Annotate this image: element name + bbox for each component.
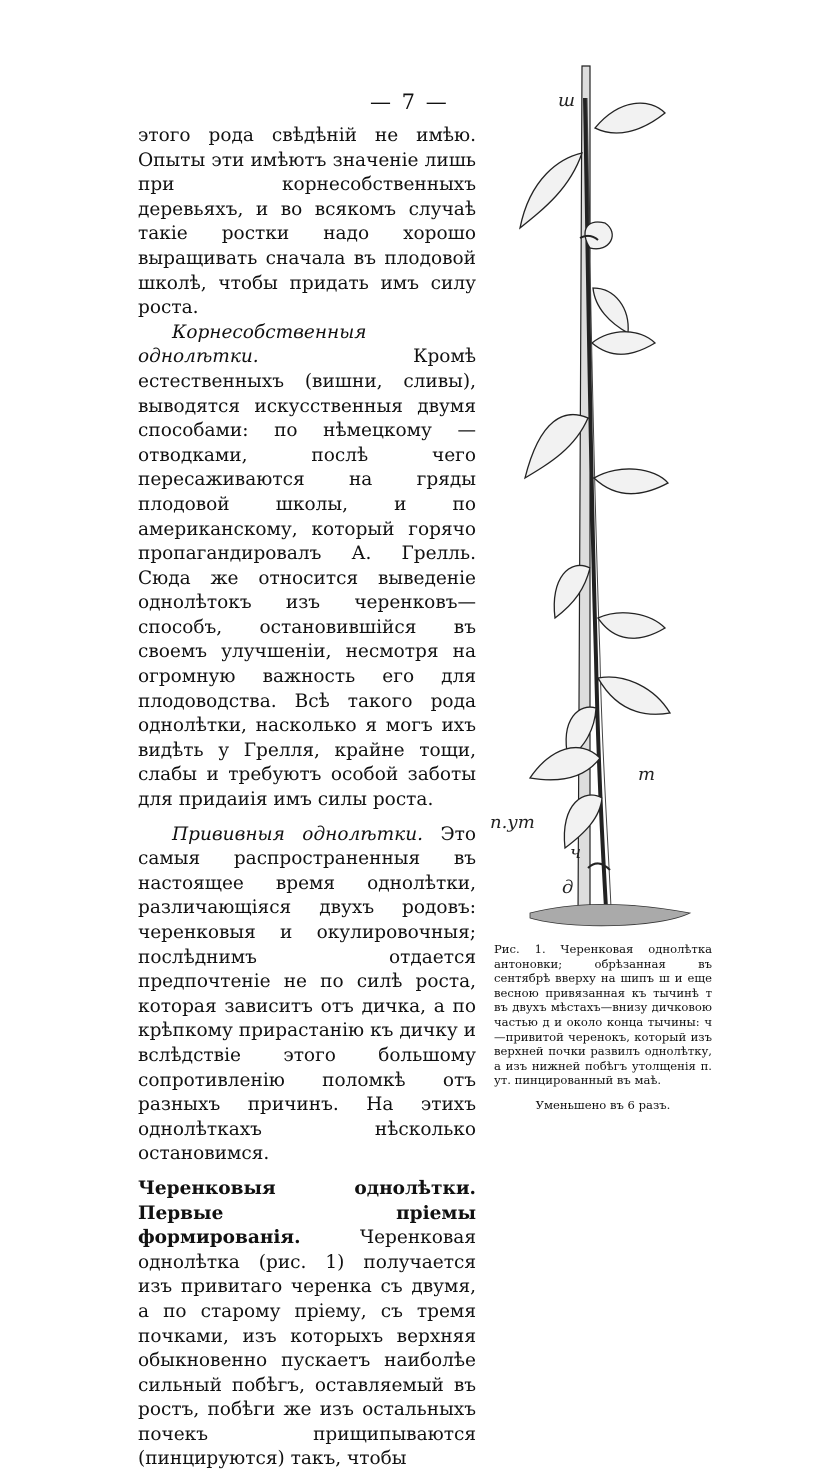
figure-cutting-illustration — [490, 58, 720, 938]
figure-caption: Рис. 1. Черенковая однолѣтка антоновки; обрѣзанная въ сентябрѣ вверху на шипъ ш и еще весною привязанная къ тычинѣ т въ двухъ мѣстахъ—внизу дичковою частью д и около конца тычины: ч—привитой черенокъ, который изъ верхней почки развилъ однолѣтку, а изъ нижней побѣгъ утолщенія п. ут. пинцированный въ маѣ. — [494, 942, 712, 1088]
heading-own-root: Корнесобственныя однолѣтки. — [138, 321, 367, 368]
page-number: — 7 — — [370, 90, 449, 114]
paragraph-4 — [138, 1177, 476, 1472]
paragraph-2-text: Кромѣ естественныхъ (вишни, сливы), выводятся искусственныя двумя способами: по нѣмецкому — отводками, послѣ чего пересаживаются на гряды плодовой школы, и по американскому, который горячо пропагандировалъ А. Грелль. Сюда же относится выведеніе однолѣтокъ изъ черенковъ—способъ, остановившійся въ своемъ улучшеніи, несмотря на огромную важность его для плодоводства. Всѣ такого рода однолѣтки, насколько я могъ ихъ видѣть у Грелля, крайне тощи, слабы и требуютъ особой заботы для придаиія имъ силы роста. — [138, 346, 476, 811]
label-lower2: д — [562, 877, 574, 898]
label-lower1: ч — [570, 842, 582, 863]
label-left: п.ут — [490, 812, 535, 833]
heading-grafted: Прививныя однолѣтки. — [172, 823, 423, 845]
label-middle: т — [638, 764, 656, 785]
paragraph-3-text: Это самыя распространенныя въ настоящее время однолѣтки, различающіяся двухъ родовъ: черенковыя и окулировочныя; послѣднимъ отдается предпочтеніе не по силѣ роста, которая зависитъ отъ дичка, а по крѣпкому прирастанію къ дичку и вслѣдствіе этого большому сопротивленію поломкѣ отъ разныхъ причинъ. На этихъ однолѣткахъ нѣсколько остановимся. — [138, 823, 476, 1165]
heading-cutting: Черенковыя однолѣтки. Первые пріемы формированія. — [138, 1177, 476, 1249]
paragraph-2 — [138, 321, 476, 813]
paragraph-1: этого рода свѣдѣній не имѣю. Опыты эти имѣютъ значеніе лишь при корнесобственныхъ деревьяхъ, и во всякомъ случаѣ такіе ростки надо хорошо выращивать сначала въ плодовой школѣ, чтобы придать имъ силу роста. — [138, 125, 476, 319]
body-text — [138, 124, 476, 1472]
paragraph-3 — [138, 823, 476, 1167]
figure-caption-scale: Уменьшено въ 6 разъ. — [535, 1098, 671, 1112]
ground — [530, 904, 690, 925]
label-top: ш — [558, 90, 576, 111]
paragraph-4-text: Черенковая однолѣтка (рис. 1) получается изъ привитаго черенка съ двумя, а по старому пріему, съ тремя почками, изъ которыхъ верхняя обыкновенно пускаетъ наиболѣе сильный побѣгъ, оставляемый въ ростъ, побѣги же изъ остальныхъ почекъ прищипываются (пинцируются) такъ, чтобы — [138, 1227, 476, 1470]
